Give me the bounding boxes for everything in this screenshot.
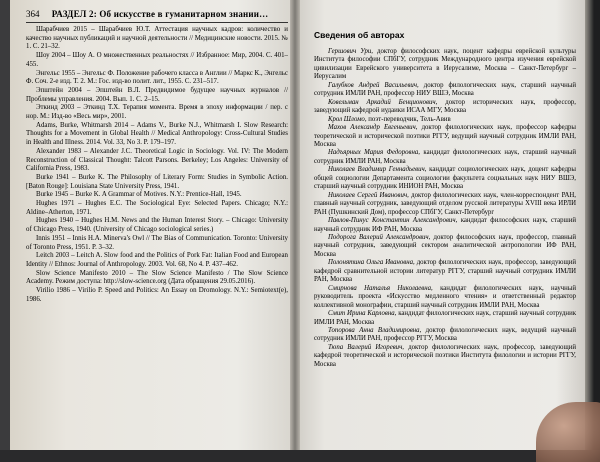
author-details: кандидат филологических наук, старший научный сотрудник ИМЛИ РАН, Москва xyxy=(314,310,577,326)
author-name: Павлов-Пинус Константин Александрович, xyxy=(328,217,458,225)
bibliography-entry: Slow Science Manifesto 2010 – The Slow Science Manifesto / The Slow Science Academy. Режим доступа: http://slow-science.org (Дата обращения 29.05.2016). xyxy=(26,269,288,286)
author-name: Николаев Сергей Иванович, xyxy=(328,191,409,199)
author-name: Крол Шломо, xyxy=(328,115,367,123)
author-details: доктор философских наук, профессор, главный научный сотрудник, заведующий сектором аналитической антропологии ИФ РАН, Москва xyxy=(314,233,576,258)
bibliography-list xyxy=(26,26,288,305)
author-name: Полонятина Ольга Ивановна, xyxy=(328,259,415,267)
author-entry xyxy=(314,285,576,310)
bibliography-entry: Эткинд 2003 – Эткинд Т.Х. Терапия момента. Время в эпоху информации / пер. с нор. М.: Изд-во «Весь мир», 2001. xyxy=(26,104,288,121)
bibliography-entry: Burke 1945 – Burke K. A Grammar of Motives. N.Y.: Prentice-Hall, 1945. xyxy=(36,191,242,199)
author-name: Топорова Анна Владимировна, xyxy=(328,326,422,334)
author-details: кандидат социологических наук, доцент кафедры общей социологии Департамента социологии факультета социальных наук НИУ ВШЭ, старший научный сотрудник ИНИОН РАН, Москва xyxy=(314,166,576,191)
bibliography-entry: Шоу 2004 – Шоу А. О множественных реальностях // Избранное: Мир, 2004. С. 401–455. xyxy=(26,52,288,68)
author-details: доктор филологических наук, член-корреспондент РАН, главный научный сотрудник, заведующий отделом русской литературы XVIII века ИРЛИ РАН (Пушкинский Дом), профессор СПбГУ, Санкт-Петербург xyxy=(314,191,577,216)
author-name: Тюпа Валерий Игоревич, xyxy=(328,343,405,351)
bibliography-entry: Alexander 1983 – Alexander J.C. Theoretical Logic in Sociology. Vol. IV: The Modern Reconstruction of Classical Thought: Talcott Parsons. Berkeley; Los Angeles: University of California Press, 1983. xyxy=(26,147,288,173)
author-details: поэт-переводчик, Тель-Авив xyxy=(368,115,451,123)
bibliography-entry: Hughes 1971 – Hughes E.C. The Sociological Eye: Selected Papers. Chicago; N.Y.: Aldine–Atherton, 1971. xyxy=(26,200,288,216)
author-entry xyxy=(314,327,576,344)
author-details: доктор философских наук, поцент кафедры еврейской культуры Института философии СПбГУ, сотрудник Международного центра изучения еврейской цивилизации Еврейского университета в Иерусалиме, Москва – Санкт-Петербург – Иерусалим xyxy=(314,48,576,81)
author-details: доктор филологических наук, ведущий научный сотрудник ИМЛИ РАН, профессор РГГУ, Москва xyxy=(314,326,576,343)
author-entry xyxy=(314,99,576,116)
author-entry xyxy=(314,234,576,259)
author-entry xyxy=(314,124,576,149)
author-name: Гершович Ури, xyxy=(328,48,373,55)
bibliography-entry: Hughes 1940 – Hughes H.M. News and the Human Interest Story. – Chicago: University of Chicago Press, 1940. (University of Chicago sociological series.) xyxy=(26,217,288,234)
author-details: доктор филологических наук, профессор кафедры теоретической и исторической поэтики РГГУ, ведущий научный сотрудник ИМЛИ РАН, Москва xyxy=(314,124,576,148)
author-name: Смит Ирина Карловна, xyxy=(328,310,397,318)
author-entry xyxy=(314,259,576,284)
author-entry xyxy=(314,48,576,82)
book-edge xyxy=(585,0,600,450)
author-name: Махов Александр Евгеньевич, xyxy=(328,124,418,132)
bibliography-entry: Эпштейн 2004 – Эпштейн В.Л. Предвидимое будущее научных журналов // Проблемы управления. 2004. Вып. 1. С. 2–15. xyxy=(26,86,288,103)
author-entry xyxy=(314,116,576,124)
author-name: Галубков Андрей Васильевич, xyxy=(328,81,419,89)
author-details: доктор исторических наук, профессор, заведующий кафедрой иудаики ИСАА МГУ, Москва xyxy=(314,98,576,115)
author-entry xyxy=(314,166,576,191)
bibliography-entry: Шарабчиев 2015 – Шарабчиев Ю.Т. Аттестация научных кадров: количество и качество научных публикаций и научной деятельности // Медицинские новости. 2015. № 1. С. 21–32. xyxy=(26,26,288,51)
author-details: доктор филологических наук, старший научный сотрудник ИМЛИ РАН, профессор НИУ ВШЭ, Москва xyxy=(314,81,576,98)
author-name: Ковельман Аркадий Бенционович, xyxy=(328,98,438,106)
page-number: 364 xyxy=(26,9,40,19)
book-gutter xyxy=(290,0,300,450)
running-head-title: РАЗДЕЛ 2: Об искусстве в гуманитарном знании… xyxy=(51,9,269,19)
bibliography-entry: Энгельс 1955 – Энгельс Ф. Положение рабочего класса в Англии // Маркс К., Энгельс Ф. Соч. 2-е изд. Т. 2. М.: Гос. изд-во полит. лит., 1955. С. 231–517. xyxy=(26,69,288,86)
author-entry xyxy=(314,82,576,99)
author-name: Надъярных Мария Федоровна, xyxy=(328,149,420,157)
author-details: доктор филологических наук, профессор, заведующий кафедрой теоретической и исторической поэтики Института филологии и истории РГГУ, Москва xyxy=(314,343,576,368)
bibliography-entry: Adams, Burke, Whitmarsh 2014 – Adams V., Burke N.J., Whitmarsh I. Slow Research: Thoughts for a Movement in Global Health // Medical Anthropology: Cross-Cultural Studies in Health and Illness. 2014. Vol. 33, No 3. P. 179–197. xyxy=(26,121,288,147)
section-title: Сведения об авторах xyxy=(314,30,405,40)
author-details: кандидат филологических наук, научный руководитель проекта «Искусство медленного чтения» и ответственный редактор коллективной монографии, старший научный сотрудник ИМЛИ РАН, Москва xyxy=(314,284,576,309)
author-details: доктор филологических наук, профессор, заведующий кафедрой сравнительной истории литератур РГГУ, старший научный сотрудник ИМЛИ РАН, Москва xyxy=(314,259,576,284)
author-name: Смирнова Наталья Николаевна, xyxy=(328,284,433,292)
bibliography-entry: Innis 1951 – Innis H.A. Minerva's Owl // The Bias of Communication. Toronto: University of Toronto Press, 1951. P. 3–32. xyxy=(26,234,288,251)
author-details: кандидат филологических наук, старший научный сотрудник ИМЛИ РАН, Москва xyxy=(314,149,577,165)
authors-list xyxy=(314,48,576,369)
bibliography-entry: Burke 1941 – Burke K. The Philosophy of Literary Form: Studies in Symbolic Action. [Baton Rouge]: Louisiana State University Press, 1941. xyxy=(26,173,288,190)
author-entry xyxy=(314,344,576,369)
author-entry xyxy=(314,310,576,327)
author-details: кандидат философских наук, старший научный сотрудник ИФ РАН, Москва xyxy=(314,217,576,233)
author-entry xyxy=(314,192,576,217)
author-name: Николаев Владимир Геннадьевич, xyxy=(328,166,427,174)
bibliography-entry: Virilio 1986 – Virilio P. Speed and Politics: An Essay on Dromology. N.Y.: Semiotext(e), 1986. xyxy=(26,287,288,303)
bibliography-entry: Leitch 2003 – Leitch A. Slow food and the Politics of Pork Fat: Italian Food and European Identity // Ethnos: Journal of Anthropology. 2003. Vol. 68, No 4. P. 437–462. xyxy=(26,252,288,268)
author-name: Подорога Валерий Александрович, xyxy=(328,233,431,241)
author-entry xyxy=(314,217,576,234)
running-header xyxy=(26,8,288,23)
author-entry xyxy=(314,149,576,166)
